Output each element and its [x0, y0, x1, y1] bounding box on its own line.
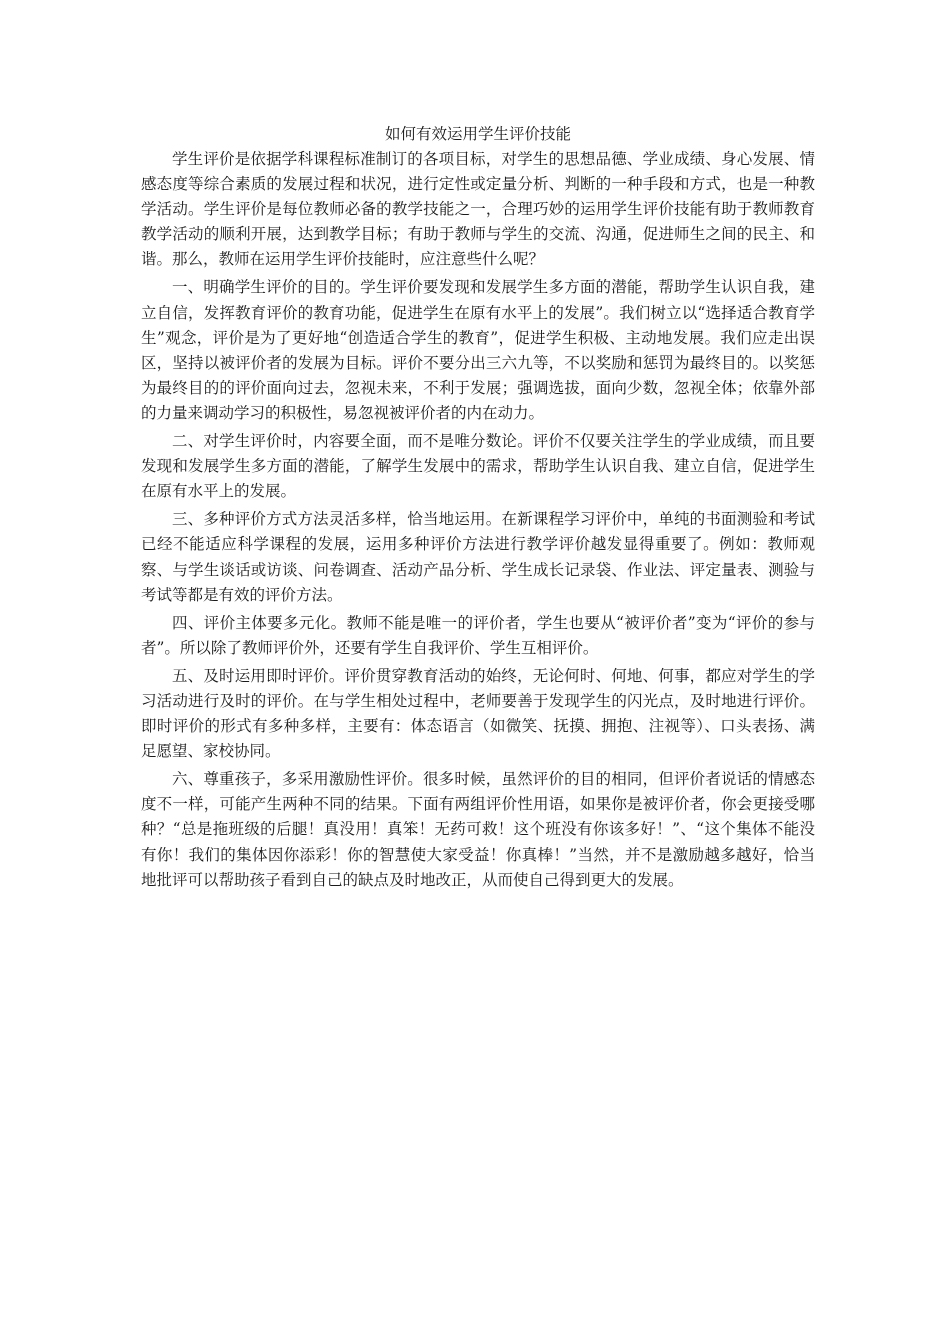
- paragraph-section-2: 二、对学生评价时，内容要全面，而不是唯分数论。评价不仅要关注学生的学业成绩，而且要发现和发展学生多方面的潜能，了解学生发展中的需求，帮助学生认识自我、建立自信，促进学生在原有水平上的发展。: [141, 432, 815, 501]
- paragraph-section-4: 四、评价主体要多元化。教师不能是唯一的评价者，学生也要从“被评价者”变为“评价的参与者”。所以除了教师评价外，还要有学生自我评价、学生互相评价。: [141, 613, 815, 657]
- paragraph-section-3: 三、多种评价方式方法灵活多样，恰当地运用。在新课程学习评价中，单纯的书面测验和考试已经不能适应科学课程的发展，运用多种评价方法进行教学评价越发显得重要了。例如：教师观察、与学生谈话或访谈、问卷调查、活动产品分析、学生成长记录袋、作业法、评定量表、测验与考试等都是有效的评价方法。: [141, 510, 815, 604]
- paragraph-section-5: 五、及时运用即时评价。评价贯穿教育活动的始终，无论何时、何地、何事，都应对学生的学习活动进行及时的评价。在与学生相处过程中，老师要善于发现学生的闪光点，及时地进行评价。即时评价的形式有多种多样，主要有：体态语言（如微笑、抚摸、拥抱、注视等）、口头表扬、满足愿望、家校协同。: [141, 666, 815, 761]
- paragraph-section-6: 六、尊重孩子，多采用激励性评价。很多时候，虽然评价的目的相同，但评价者说话的情感态度不一样，可能产生两种不同的结果。下面有两组评价性用语，如果你是被评价者，你会更接受哪种？“总是拖班级的后腿！真没用！真笨！无药可救！这个班没有你该多好！”、“这个集体不能没有你！我们的集体因你添彩！你的智慧使大家受益！你真棒！”当然，并不是激励越多越好，恰当地批评可以帮助孩子看到自己的缺点及时地改正，从而使自己得到更大的发展。: [141, 770, 815, 889]
- document-body: [141, 122, 815, 893]
- document-title: 如何有效运用学生评价技能: [384, 125, 571, 143]
- paragraph-section-1: 一、明确学生评价的目的。学生评价要发现和发展学生多方面的潜能，帮助学生认识自我，建立自信，发挥教育评价的教育功能，促进学生在原有水平上的发展”。我们树立以“选择适合教育学生”观念，评价是为了更好地“创造适合学生的教育”，促进学生积极、主动地发展。我们应走出误区，坚持以被评价者的发展为目标。评价不要分出三六九等，不以奖励和惩罚为最终目的。以奖惩为最终目的的评价面向过去，忽视未来，不利于发展；强调选拔，面向少数，忽视全体；依靠外部的力量来调动学习的积极性，易忽视被评价者的内在动力。: [141, 278, 815, 422]
- paragraph-intro: 学生评价是依据学科课程标准制订的各项目标，对学生的思想品德、学业成绩、身心发展、情感态度等综合素质的发展过程和状况，进行定性或定量分析、判断的一种手段和方式，也是一种教学活动。学生评价是每位教师必备的教学技能之一，合理巧妙的运用学生评价技能有助于教师教育教学活动的顺利开展，达到教学目标；有助于教师与学生的交流、沟通，促进师生之间的民主、和谐。那么，教师在运用学生评价技能时，应注意些什么呢？: [141, 150, 815, 269]
